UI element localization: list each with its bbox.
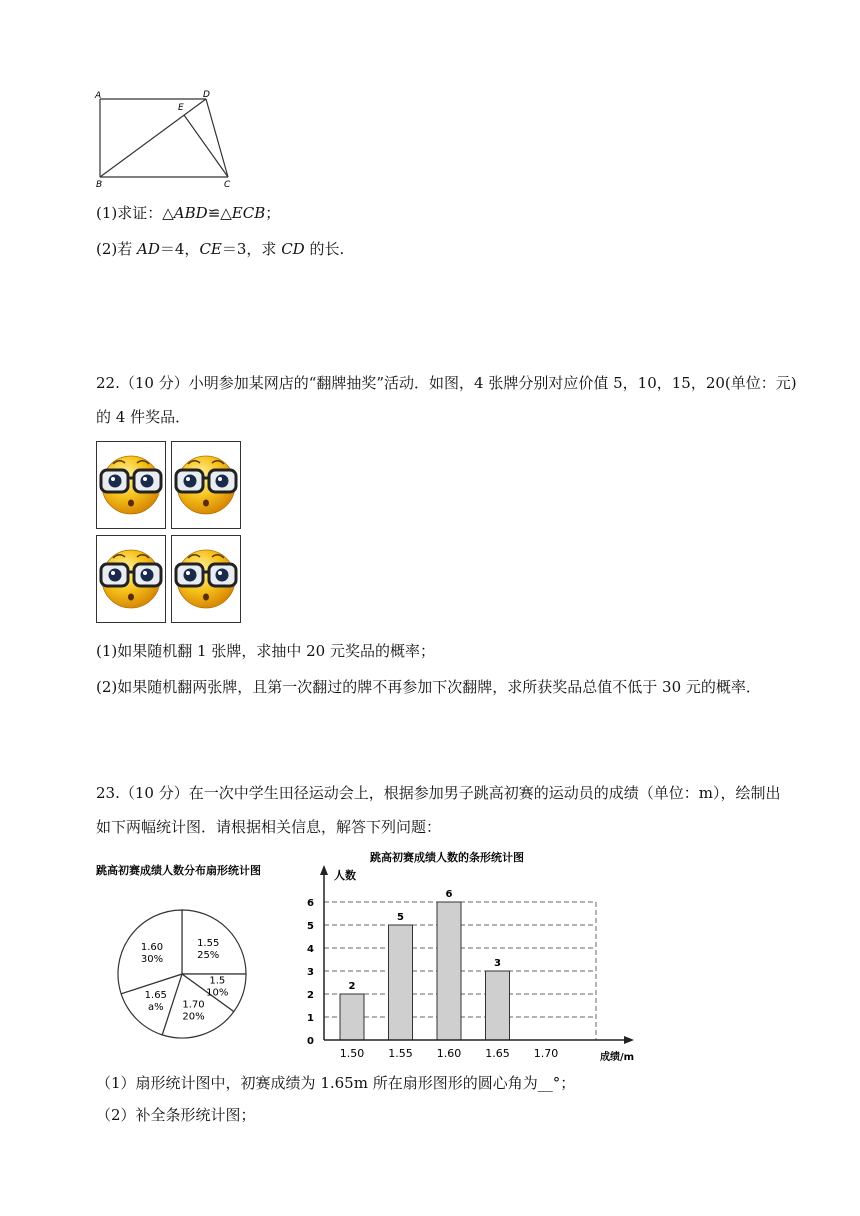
y-tick-label: 3 <box>307 967 314 978</box>
face-with-glasses-icon <box>97 536 165 622</box>
q21-part1: (1)求证：△ABD≌△ECB； <box>96 204 281 222</box>
y-tick-label: 6 <box>307 898 314 909</box>
bar-data-label: 6 <box>445 889 453 900</box>
y-tick-label: 1 <box>307 1013 314 1024</box>
x-tick-label: 1.70 <box>533 1047 559 1060</box>
bar-1.55 <box>389 925 413 1040</box>
y-tick-label: 4 <box>307 944 314 955</box>
pie-slice-label-4: 1.60 <box>140 942 164 954</box>
prize-card-4[interactable] <box>171 535 241 623</box>
y-tick-label: 0 <box>307 1036 314 1047</box>
y-tick-label: 5 <box>307 921 314 932</box>
geometry-figure <box>90 88 240 188</box>
face-with-glasses-icon <box>97 442 165 528</box>
pie-slice-value-3: a% <box>147 1002 164 1014</box>
q23-part1: （1）扇形统计图中，初赛成绩为 1.65m 所在扇形图形的圆心角为__°； <box>96 1074 576 1092</box>
x-tick-label: 1.55 <box>388 1047 413 1060</box>
bar-1.60 <box>437 902 461 1040</box>
bar-chart <box>294 845 646 1067</box>
label-b: B <box>96 180 103 188</box>
q22-stem-line1: 22.（10 分）小明参加某网店的“翻牌抽奖”活动．如图，4 张牌分别对应价值 5，10，15，20(单位：元) <box>96 374 797 392</box>
face-with-glasses-icon <box>172 442 240 528</box>
bar-1.50 <box>340 994 364 1040</box>
label-d: D <box>203 90 210 100</box>
q23-stem-line1: 23.（10 分）在一次中学生田径运动会上，根据参加男子跳高初赛的运动员的成绩（单位：m），绘制出 <box>96 784 781 802</box>
face-with-glasses-icon <box>172 536 240 622</box>
bar-chart-title: 跳高初赛成绩人数的条形统计图 <box>370 851 524 864</box>
bar-1.65 <box>486 971 510 1040</box>
pie-slice-value-1: 10% <box>206 987 229 999</box>
y-axis-arrow-icon <box>320 865 328 875</box>
pie-chart-title: 跳高初赛成绩人数分布扇形统计图 <box>96 864 261 877</box>
prize-card-3[interactable] <box>96 535 166 623</box>
x-tick-label: 1.60 <box>436 1047 462 1060</box>
pie-chart <box>94 852 284 1048</box>
bar-chart-ylabel: 人数 <box>334 869 356 882</box>
label-a: A <box>95 91 102 101</box>
label-e: E <box>178 103 184 113</box>
pie-slice-value-4: 30% <box>140 954 164 966</box>
q23-stem-line2: 如下两幅统计图．请根据相关信息，解答下列问题： <box>96 818 442 836</box>
pie-slice-label-0: 1.55 <box>197 937 220 949</box>
q23-part2: （2）补全条形统计图； <box>96 1106 256 1124</box>
x-tick-label: 1.50 <box>339 1047 365 1060</box>
bar-chart-xlabel: 成绩/m <box>600 1052 635 1063</box>
bar-data-label: 3 <box>494 958 501 969</box>
y-tick-label: 2 <box>307 990 314 1001</box>
x-tick-label: 1.65 <box>485 1047 510 1060</box>
pie-slice-value-0: 25% <box>197 949 220 961</box>
label-c: C <box>224 180 231 188</box>
pie-slice-value-2: 20% <box>182 1011 205 1023</box>
q22-part1: (1)如果随机翻 1 张牌，求抽中 20 元奖品的概率； <box>96 642 435 660</box>
x-axis-arrow-icon <box>624 1036 634 1044</box>
bar-data-label: 2 <box>348 981 356 992</box>
q21-part2: (2)若 AD＝4，CE＝3，求 CD 的长. <box>96 240 345 258</box>
pie-slice-label-3: 1.65 <box>144 990 167 1002</box>
bar-data-label: 5 <box>397 912 404 923</box>
prize-card-1[interactable] <box>96 441 166 529</box>
q22-part2: (2)如果随机翻两张牌，且第一次翻过的牌不再参加下次翻牌，求所获奖品总值不低于 30 元的概率． <box>96 678 761 696</box>
q22-stem-line2: 的 4 件奖品． <box>96 408 191 426</box>
pie-slice-label-2: 1.70 <box>182 999 205 1011</box>
pie-slice-label-1: 1.5 <box>209 975 226 987</box>
prize-card-2[interactable] <box>171 441 241 529</box>
